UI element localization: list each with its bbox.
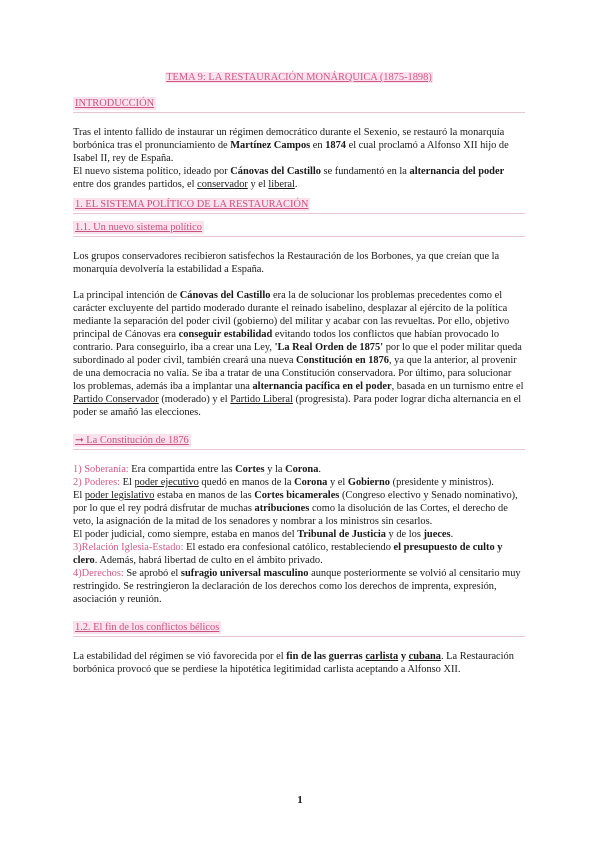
constitution-item-2b: El poder legislativo estaba en manos de las Cortes bicamerales (Congreso electivo y Senado nominativo), por lo que el rey podrá disfrutar de muchas atribuciones como la disolución de las Cortes, el derecho de veto, la asignación de la mitad de los senadores y nombrar a los ministros sin cesarlos. [73, 490, 518, 527]
bold-1874: 1874 [325, 140, 346, 151]
intro-paragraph-2: El nuevo sistema político, ideado por Cánovas del Castillo se fundamentó en la alternancia del poder entre dos grandes partidos, el conservador y el liberal. [73, 166, 505, 190]
constitution-item-1: 1) Soberanía: Era compartida entre las Cortes y la Corona. [73, 464, 321, 475]
heading-subsection-1-2 [73, 619, 525, 637]
constitution-item-2c: El poder judicial, como siempre, estaba en manos del Tribunal de Justicia y de los jueces. [73, 529, 454, 540]
document-title-text: TEMA 9: LA RESTAURACIÓN MONÁRQUICA (1875-1898) [166, 72, 432, 83]
heading-constitucion-1876 [73, 432, 525, 450]
heading-section-1-text: 1. EL SISTEMA POLÍTICO DE LA RESTAURACIÓN [75, 199, 309, 210]
constitution-item-3: 3)Relación Iglesia-Estado: El estado era confesional católico, restableciendo el presupuesto de culto y clero. Además, habrá libertad de culto en el ámbito privado. [73, 542, 503, 566]
heading-subsection-1-1 [73, 219, 525, 237]
heading-constitucion-1876-text: ➞ La Constitución de 1876 [75, 435, 189, 446]
heading-introduccion [73, 95, 525, 113]
intro-paragraph-1: Tras el intento fallido de instaurar un régimen democrático durante el Sexenio, se restauró la monarquía borbónica tras el pronunciamiento de Martínez Campos en 1874 el cual proclamó a Alfonso XII hijo de Isabel II, rey de España. [73, 127, 509, 164]
sub1-paragraph-1: Los grupos conservadores recibieron satisfechos la Restauración de los Borbones, ya que creían que la monarquía devolvería la estabilidad a España. [73, 251, 500, 275]
heading-subsection-1-1-text: 1.1. Un nuevo sistema político [75, 222, 202, 233]
constitution-item-4: 4)Derechos: Se aprobó el sufragio universal masculino aunque posteriormente se volvió al censitario muy restringido. Se restringieron la declaración de los derechos como los derechos de imprenta, expresión, asociación y reunión. [73, 568, 521, 605]
heading-section-1 [73, 196, 525, 214]
heading-introduccion-text: INTRODUCCIÓN [75, 98, 155, 109]
bold-martinez-campos: Martínez Campos [230, 140, 311, 151]
sub1-paragraph-2: La principal intención de Cánovas del Castillo era la de solucionar los problemas precedentes como el carácter excluyente del partido moderado durante el reinado isabelino, desplazar al ejército de la política mediante la separación del poder civil (gobierno) del militar y acabar con las revueltas. Por ello, objetivo principal de Cánovas era conseguir estabilidad evitando todos los conflictos que habían provocado lo contrario. Para conseguirlo, iba a crear una Ley, 'La Real Orden de 1875' por lo que el poder militar queda subordinado al poder civil, también creará una nueva Constitución en 1876, ya que la anterior, al provenir de una democracia no valía. Se iba a tratar de una Constitución conservadora. Por último, para solucionar los problemas, además iba a implantar una alternancia pacífica en el poder, basada en un turnismo entre el Partido Conservador (moderado) y el Partido Liberal (progresista). Para poder lograr dicha alternancia en el poder se amañó las elecciones. [73, 290, 524, 418]
page-number: 1 [297, 794, 303, 806]
heading-subsection-1-2-text: 1.2. El fin de los conflictos bélicos [75, 622, 220, 633]
page-content [73, 71, 525, 676]
sub2-paragraph-1: La estabilidad del régimen se vió favorecida por el fin de las guerras carlista y cubana. La Restauración borbónica provocó que se perdiese la hipotética legitimidad carlista aceptando a Alfonso XII. [73, 651, 514, 675]
document-title [73, 71, 525, 84]
constitution-item-2: 2) Poderes: El poder ejecutivo quedó en manos de la Corona y el Gobierno (presidente y ministros). [73, 477, 494, 488]
